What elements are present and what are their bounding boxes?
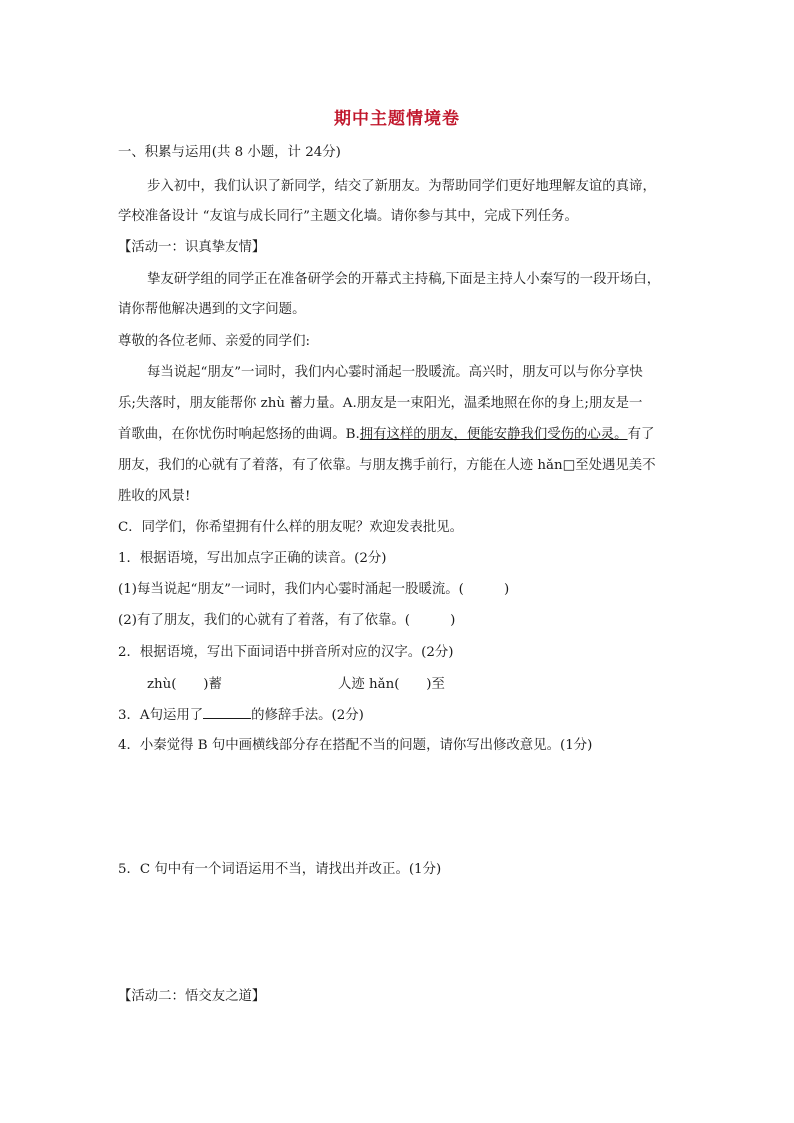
underlined-sentence-b: 拥有这样的朋友，便能安静我们受伤的心灵。 — [359, 427, 628, 442]
greeting: 尊敬的各位老师、亲爱的同学们: — [118, 334, 310, 349]
passage-line-3 — [118, 425, 654, 445]
question-2-item-a: zhù( )蓄 — [147, 677, 222, 692]
intro-line-2: 学校准备设计 “友谊与成长同行”主题文化墙。请你参与其中，完成下列任务。 — [118, 209, 578, 224]
passage-line-5: 胜收的风景! — [118, 489, 191, 504]
question-4: 4．小秦觉得 B 句中画横线部分存在搭配不当的问题，请你写出修改意见。(1分) — [118, 738, 593, 753]
activity-one-intro-1: 挚友研学组的同学正在准备研学会的开幕式主持稿,下面是主持人小秦写的一段开场白， — [147, 272, 661, 287]
section-header: 一、积累与运用(共 8 小题，计 24分) — [118, 145, 341, 160]
question-1-2: (2)有了朋友，我们的心就有了着落，有了依靠。( ) — [118, 613, 456, 628]
question-1: 1．根据语境，写出加点字正确的读音。(2分) — [118, 551, 387, 566]
passage-line-2: 乐;失落时，朋友能帮你 zhù 蓄力量。A.朋友是一束阳光，温柔地照在你的身上;朋友是一 — [118, 396, 643, 411]
activity-one-heading: 【活动一：识真挚友情】 — [118, 240, 266, 255]
page-title: 期中主题情境卷 — [334, 109, 460, 129]
answer-blank[interactable] — [203, 705, 251, 719]
question-1-1: (1)每当说起“朋友”一词时，我们内心霎时涌起一股暖流。( ) — [118, 582, 510, 597]
question-5: 5．C 句中有一个词语运用不当，请找出并改正。(1分) — [118, 862, 442, 877]
passage-line-3-start: 首歌曲，在你忧伤时响起悠扬的曲调。B. — [118, 427, 360, 442]
activity-one-intro-2: 请你帮他解决遇到的文字问题。 — [118, 302, 306, 317]
question-3-end: 的修辞手法。(2分) — [251, 708, 364, 723]
passage-line-4: 朋友，我们的心就有了着落，有了依靠。与朋友携手前行，方能在人迹 hǎn□至处遇见美不 — [118, 458, 656, 473]
question-3-start: 3．A句运用了 — [118, 708, 204, 723]
passage-line-1: 每当说起“朋友”一词时，我们内心霎时涌起一股暖流。高兴时，朋友可以与你分享快 — [147, 365, 643, 380]
passage-line-3-end: 有了 — [627, 427, 655, 442]
c-sentence: C．同学们，你希望拥有什么样的朋友呢？欢迎发表批见。 — [118, 520, 464, 535]
question-2: 2．根据语境，写出下面词语中拼音所对应的汉字。(2分) — [118, 645, 454, 660]
intro-line-1: 步入初中，我们认识了新同学，结交了新朋友。为帮助同学们更好地理解友谊的真谛， — [147, 179, 656, 194]
question-2-item-b: 人迹 hǎn( )至 — [338, 677, 445, 692]
activity-two-heading: 【活动二：悟交友之道】 — [118, 989, 266, 1004]
question-3 — [118, 705, 364, 726]
